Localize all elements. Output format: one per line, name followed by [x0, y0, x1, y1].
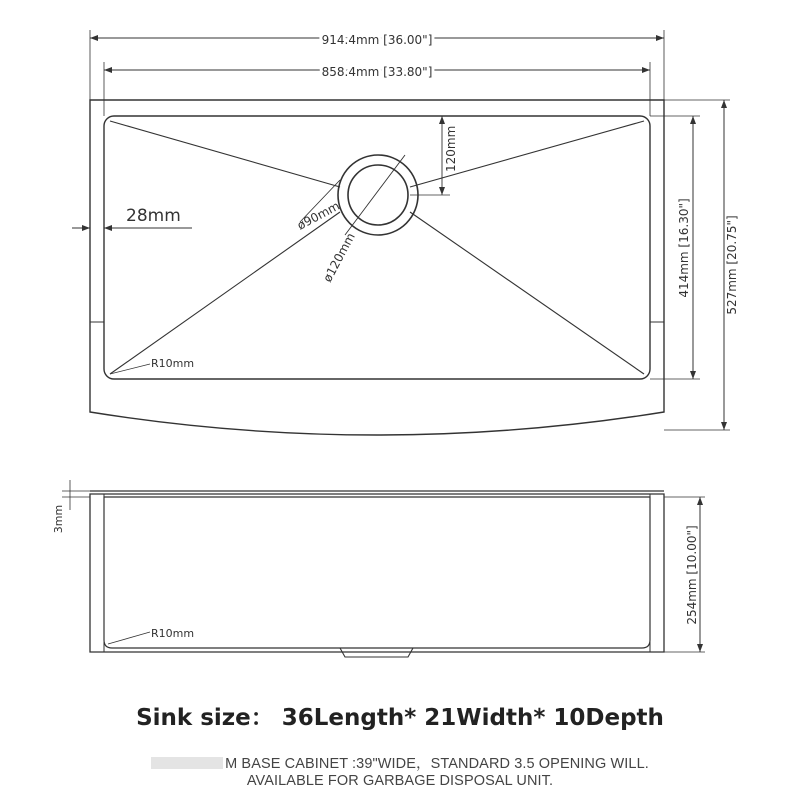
drain-inner-diameter-label: ø90mm [294, 198, 343, 233]
drain-outer-circle [338, 155, 418, 235]
inner-width-label: 858.4mm [33.80"] [321, 65, 433, 79]
depth-label: 254mm [10.00"] [685, 525, 699, 625]
drain-inner-circle [348, 165, 408, 225]
cabinet-note-line2: AVAILABLE FOR GARBAGE DISPOSAL UNIT. [246, 773, 554, 789]
drain-outer-diameter-label: ø120mm [320, 230, 358, 285]
blurred-text [151, 757, 223, 769]
sink-size-headline: Sink size： 36Length* 21Width* 10Depth [136, 705, 664, 731]
slope-lines [110, 121, 644, 374]
overall-width-label: 914.4mm [36.00"] [321, 33, 433, 47]
front-bowl [104, 497, 650, 648]
overall-height-label: 527mm [20.75"] [725, 215, 739, 315]
cabinet-note-line1 [0, 752, 800, 773]
drain-offset-label: 120mm [444, 125, 458, 172]
front-corner-radius-label: R10mm [151, 627, 195, 640]
flange-width-label: 28mm [126, 206, 181, 226]
rim-thickness-label: 3mm [52, 504, 65, 534]
corner-radius-label: R10mm [151, 357, 195, 370]
inner-height-label: 414mm [16.30"] [677, 198, 691, 298]
cabinet-note-text: M BASE CABINET :39"WIDE，STANDARD 3.5 OPENING WILL. [225, 756, 649, 772]
outer-outline [90, 100, 664, 435]
